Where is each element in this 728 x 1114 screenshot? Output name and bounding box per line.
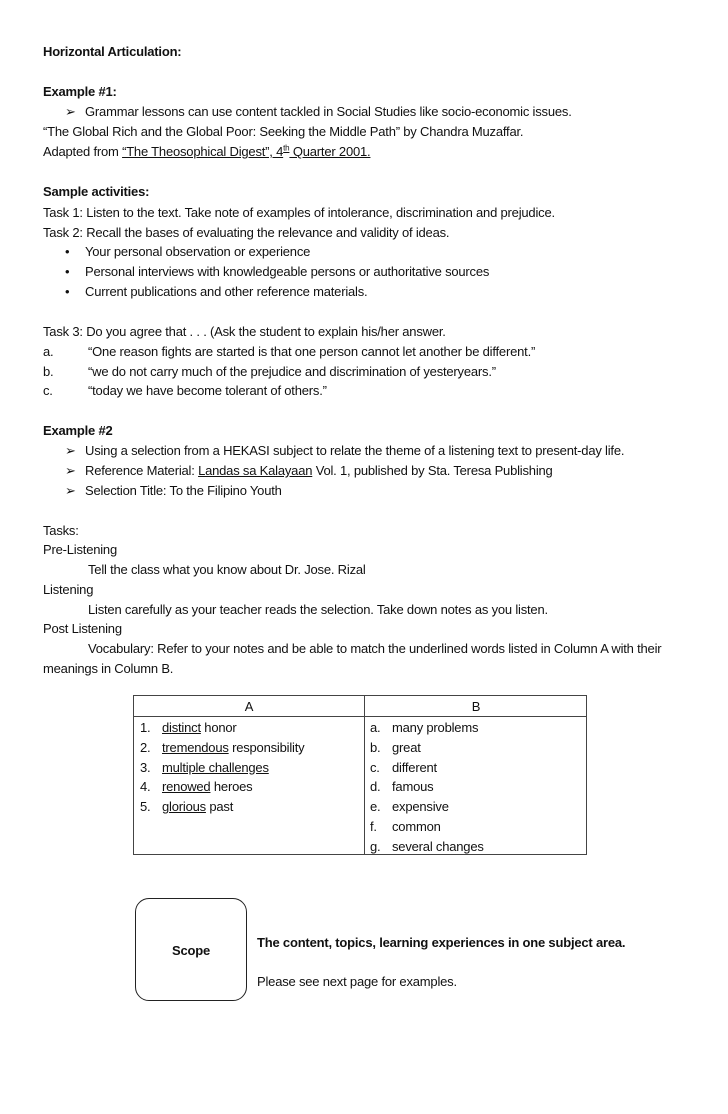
list-item: c. different: [370, 759, 437, 775]
pre-listening-label: Pre-Listening: [43, 542, 117, 557]
example-1-source: “The Global Rich and the Global Poor: Seeking the Middle Path” by Chandra Muzaffar.: [43, 124, 524, 139]
sample-activities-title: Sample activities:: [43, 184, 150, 199]
list-item: f. common: [370, 818, 441, 834]
section-heading: Horizontal Articulation:: [43, 44, 182, 59]
list-item: e. expensive: [370, 799, 449, 815]
list-item: g. several changes: [370, 838, 484, 854]
listening-text: Listen carefully as your teacher reads the selection. Take down notes as you listen.: [88, 602, 548, 617]
post-listening-label: Post Listening: [43, 621, 122, 636]
task-2-item: • Your personal observation or experience: [65, 244, 311, 259]
column-a-header: A: [244, 699, 254, 714]
vocabulary-table: [133, 695, 587, 855]
example-2-bullet: ➢ Selection Title: To the Filipino Youth: [65, 483, 282, 498]
scope-definition: The content, topics, learning experiences in one subject area.: [257, 935, 626, 950]
task-3-item: a. “One reason fights are started is that one person cannot let another be different.”: [43, 344, 536, 359]
arrow-bullet-icon: ➢: [65, 483, 76, 498]
tasks-title: Tasks:: [43, 523, 79, 538]
task-3-item: b. “we do not carry much of the prejudice and discrimination of yesteryears.”: [43, 364, 496, 379]
task-2-item: • Personal interviews with knowledgeable persons or authoritative sources: [65, 264, 490, 279]
task-2-item: • Current publications and other reference materials.: [65, 284, 368, 299]
column-b-header: B: [471, 699, 481, 714]
post-listening-text-continued: meanings in Column B.: [43, 661, 174, 676]
arrow-bullet-icon: ➢: [65, 463, 76, 478]
scope-box: [135, 898, 247, 1001]
list-item: 2. tremendous responsibility: [140, 739, 305, 755]
task-3-item: c. “today we have become tolerant of others.”: [43, 383, 327, 398]
example-1-bullet: ➢ Grammar lessons can use content tackled in Social Studies like socio-economic issues.: [65, 104, 572, 119]
list-item: 4. renowed heroes: [140, 779, 253, 795]
scope-note: Please see next page for examples.: [257, 974, 457, 989]
task-1: Task 1: Listen to the text. Take note of examples of intolerance, discrimination and prejudice.: [43, 205, 555, 220]
arrow-bullet-icon: ➢: [65, 443, 76, 458]
task-2: Task 2: Recall the bases of evaluating the relevance and validity of ideas.: [43, 225, 450, 240]
dot-bullet-icon: •: [65, 284, 70, 299]
dot-bullet-icon: •: [65, 244, 70, 259]
column-a-list: [140, 718, 304, 817]
example-2-bullet: ➢ Reference Material: Landas sa Kalayaan Vol. 1, published by Sta. Teresa Publishing: [65, 463, 553, 478]
list-item: d. famous: [370, 779, 434, 795]
task-3: Task 3: Do you agree that . . . (Ask the student to explain his/her answer.: [43, 324, 446, 339]
example-2-title: Example #2: [43, 423, 113, 438]
example-1-title: Example #1:: [43, 84, 117, 99]
listening-label: Listening: [43, 582, 94, 597]
scope-label: Scope: [171, 943, 210, 958]
list-item: a. many problems: [370, 720, 479, 735]
example-2-bullet: ➢ Using a selection from a HEKASI subject to relate the theme of a listening text to present-day life.: [65, 443, 625, 458]
list-item: 3. multiple challenges: [140, 759, 269, 775]
dot-bullet-icon: •: [65, 264, 70, 279]
list-item: 1. distinct honor: [140, 720, 237, 735]
post-listening-text: Vocabulary: Refer to your notes and be able to match the underlined words listed in Column A with their: [88, 641, 662, 656]
example-1-adapted: Adapted from “The Theosophical Digest”, 4th Quarter 2001.: [43, 143, 371, 159]
table-header-rule: [134, 716, 586, 717]
column-b-list: [370, 718, 484, 857]
table-column-divider: [364, 696, 365, 854]
list-item: b. great: [370, 739, 421, 755]
list-item: 5. glorious past: [140, 799, 234, 815]
pre-listening-text: Tell the class what you know about Dr. Jose. Rizal: [88, 562, 366, 577]
arrow-bullet-icon: ➢: [65, 104, 76, 119]
